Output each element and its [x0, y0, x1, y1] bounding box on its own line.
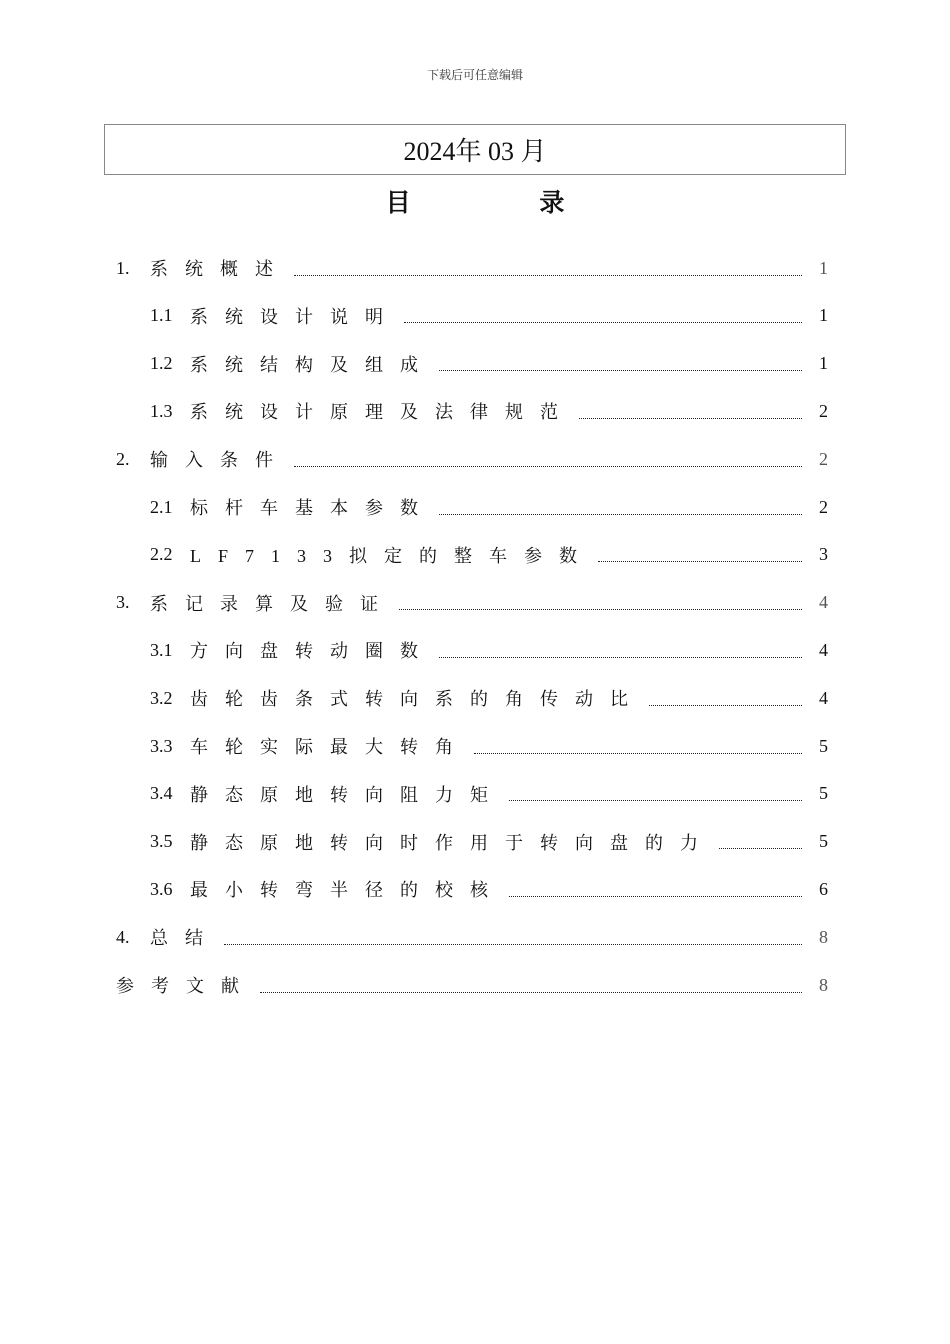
- toc-dot-leader: [399, 595, 802, 610]
- toc-dot-leader: [439, 500, 802, 515]
- toc-entry-number: 1.: [116, 257, 130, 278]
- toc-entry-number: 3.4: [150, 783, 173, 804]
- toc-entry[interactable]: [116, 579, 828, 627]
- toc-entry-page: 5: [819, 831, 828, 852]
- toc-dot-leader: [224, 930, 802, 945]
- toc-dot-leader: [719, 834, 802, 849]
- toc-entry-number: 3.5: [150, 831, 173, 852]
- toc-dot-leader: [439, 356, 802, 371]
- header-note: 下载后可任意编辑: [426, 68, 523, 82]
- toc-entry[interactable]: [150, 531, 828, 579]
- toc-entry-title: LF7133拟定的整车参数: [190, 545, 595, 566]
- toc-dot-leader: [260, 978, 802, 993]
- toc-entry-title: 系统概述: [150, 259, 290, 279]
- toc-entry-number: 3.6: [150, 878, 173, 899]
- toc-entry[interactable]: [116, 961, 828, 1009]
- date-box: [104, 124, 846, 175]
- toc-entry-page: 1: [819, 353, 828, 374]
- toc-entry-number: 1.1: [150, 305, 173, 326]
- toc-entry-title: 车轮实际最大转角: [190, 737, 470, 757]
- toc-entry-page: 5: [819, 735, 828, 756]
- toc-entry[interactable]: [150, 483, 828, 531]
- toc-dot-leader: [439, 643, 802, 658]
- toc-entry-page: 2: [819, 400, 828, 421]
- toc-entry-number: 3.: [116, 592, 130, 613]
- toc-entry-page: 1: [819, 305, 828, 326]
- toc-title: 目 录: [385, 188, 625, 217]
- toc-entry-number: 2.2: [150, 544, 173, 565]
- toc-entry[interactable]: [150, 770, 828, 818]
- toc-entry-number: 2.: [116, 448, 130, 469]
- toc-entry-number: 2.1: [150, 496, 173, 517]
- toc-entry-page: 6: [819, 878, 828, 899]
- toc-dot-leader: [474, 739, 802, 754]
- toc-dot-leader: [598, 547, 802, 562]
- toc-entry-page: 8: [819, 926, 828, 947]
- toc-entry-title: 系记录算及验证: [150, 593, 395, 614]
- toc-dot-leader: [509, 786, 802, 801]
- toc-entry-number: 3.2: [150, 687, 173, 708]
- toc-entry-page: 1: [819, 257, 828, 278]
- toc-entry[interactable]: [150, 626, 828, 674]
- toc-entry-title: 齿轮齿条式转向系的角传动比: [190, 689, 645, 710]
- toc-entry[interactable]: [116, 435, 828, 483]
- toc-dot-leader: [294, 452, 802, 467]
- toc-entry-page: 5: [819, 783, 828, 804]
- toc-entry-page: 4: [819, 639, 828, 660]
- toc-entry-page: 8: [819, 974, 828, 995]
- toc-entry-page: 2: [819, 496, 828, 517]
- toc-dot-leader: [509, 882, 802, 897]
- toc-entry[interactable]: [150, 340, 828, 388]
- toc-entry-title: 输入条件: [150, 450, 290, 471]
- toc-dot-leader: [294, 261, 802, 276]
- toc-entry-page: 4: [819, 592, 828, 613]
- toc-dot-leader: [579, 404, 802, 419]
- toc-entry-title: 方向盘转动圈数: [190, 641, 435, 662]
- toc-entry-title: 最小转弯半径的校核: [190, 880, 505, 901]
- toc-entry-title: 参考文献: [116, 976, 256, 996]
- toc-entry-title: 系统设计原理及法律规范: [190, 402, 575, 423]
- toc-entry[interactable]: [150, 292, 828, 340]
- toc-entry-number: 3.3: [150, 735, 173, 756]
- toc-entry-page: 3: [819, 544, 828, 565]
- toc-entry-title: 标杆车基本参数: [190, 498, 435, 518]
- toc-dot-leader: [404, 308, 802, 323]
- toc-entry-title: 静态原地转向阻力矩: [190, 784, 505, 805]
- toc-entry[interactable]: [150, 865, 828, 913]
- toc-dot-leader: [649, 691, 802, 706]
- toc-entry-title: 静态原地转向时作用于转向盘的力: [190, 832, 715, 853]
- date-text: 2024年 03 月: [403, 137, 547, 166]
- toc-entry[interactable]: [150, 387, 828, 435]
- toc-entry-title: 系统结构及组成: [190, 354, 435, 375]
- toc-entry-number: 3.1: [150, 639, 173, 660]
- toc-entry-title: 系统设计说明: [190, 306, 400, 327]
- toc-entry[interactable]: [116, 913, 828, 961]
- toc-entry-title: 总结: [150, 928, 220, 949]
- toc-entry-number: 4.: [116, 926, 130, 947]
- toc-entry-page: 4: [819, 687, 828, 708]
- toc-entry[interactable]: [116, 244, 828, 292]
- toc-entry[interactable]: [150, 818, 828, 866]
- toc-entry-page: 2: [819, 448, 828, 469]
- toc-entry[interactable]: [150, 722, 828, 770]
- toc-entry-number: 1.2: [150, 353, 173, 374]
- toc-entry[interactable]: [150, 674, 828, 722]
- toc-entry-number: 1.3: [150, 400, 173, 421]
